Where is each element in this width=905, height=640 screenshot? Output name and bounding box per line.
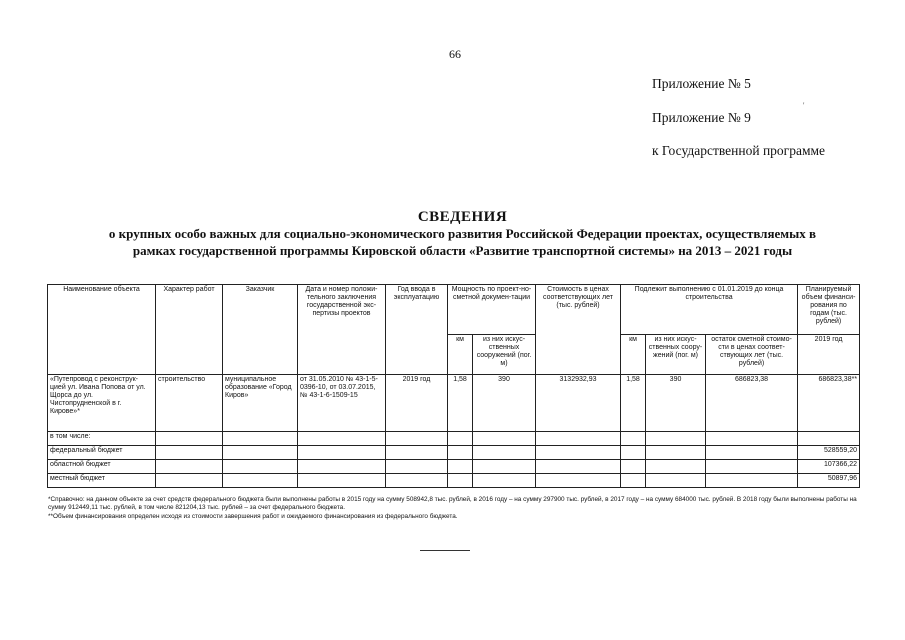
cell-work-type: строительство (156, 375, 223, 432)
scan-mark: ' (803, 101, 805, 110)
table-row (48, 446, 860, 460)
document-subtitle-line-1: о крупных особо важных для социально-экономического развития Российской Федерации проектах, осуществляемых в (108, 226, 817, 241)
document-heading: СВЕДЕНИЯ (417, 209, 508, 225)
cell-expertise: от 31.05.2010 № 43-1-5-0396-10, от 03.07.2015, № 43-1-6-1509-15 (298, 375, 386, 432)
header-estimated-balance: остаток сметной стоимо-сти в ценах соответ-ствующих лет (тыс. рублей) (706, 335, 798, 375)
cell-breakdown-value: 107366,22 (798, 460, 860, 474)
header-work-type: Характер работ (156, 285, 223, 375)
cell-breakdown-label: областной бюджет (48, 460, 156, 474)
cell-customer: муниципальное образование «Город Киров» (223, 375, 298, 432)
header-capacity: Мощность по проект-но-сметной докумен-тации (448, 285, 536, 335)
header-commissioning-year: Год ввода в эксплуатацию (386, 285, 448, 375)
header-name: Наименование объекта (48, 285, 156, 375)
cell-breakdown-label: местный бюджет (48, 474, 156, 488)
cell-name: «Путепровод с реконструк-цией ул. Ивана Попова от ул. Щорса до ул. Чистопрудненской в г. Кирове»* (48, 375, 156, 432)
table-row (48, 432, 860, 446)
separator-line (420, 550, 470, 551)
header-year-2019: 2019 год (798, 335, 860, 375)
cell-remaining-km: 1,58 (621, 375, 646, 432)
header-remaining-km: км (621, 335, 646, 375)
table-row (48, 460, 860, 474)
table-header-row (48, 285, 860, 335)
document-subtitle-line-2: рамках государственной программы Кировской области «Развитие транспортной системы» на 2013 – 2021 годы (132, 243, 793, 258)
appendix-line-1: Приложение № 5 (652, 76, 751, 91)
header-customer: Заказчик (223, 285, 298, 375)
page-number: 66 (449, 47, 461, 61)
table-row (48, 474, 860, 488)
table-row (48, 375, 860, 432)
cell-breakdown-value: 50897,96 (798, 474, 860, 488)
cell-remaining-balance: 686823,38 (706, 375, 798, 432)
cell-commissioning-year: 2019 год (386, 375, 448, 432)
cell-breakdown-label: в том числе: (48, 432, 156, 446)
footnotes (48, 496, 858, 521)
cell-breakdown-label: федеральный бюджет (48, 446, 156, 460)
footnote-2: **Объем финансирования определен исходя из стоимости завершения работ и ожидаемого финансирования из федерального бюджета. (48, 512, 458, 520)
cell-structures: 390 (473, 375, 536, 432)
cell-planned-2019: 686823,38** (798, 375, 860, 432)
appendix-line-3: к Государственной программе (652, 143, 826, 158)
cell-remaining-structures: 390 (646, 375, 706, 432)
header-structures: из них искус-ственных сооружений (пог. м) (473, 335, 536, 375)
header-expertise: Дата и номер положи-тельного заключения государственной экс-пертизы проектов (298, 285, 386, 375)
projects-table (47, 284, 860, 488)
header-planned: Планируемый объем финанси-рования по годам (тыс. рублей) (798, 285, 860, 335)
header-remaining: Подлежит выполнению с 01.01.2019 до конца строительства (621, 285, 798, 335)
header-remaining-structures: из них искус-ственных соору-жений (пог. м) (646, 335, 706, 375)
cell-cost: 3132932,93 (536, 375, 621, 432)
header-cost: Стоимость в ценах соответствующих лет (тыс. рублей) (536, 285, 621, 375)
cell-breakdown-value (798, 432, 860, 446)
cell-km: 1,58 (448, 375, 473, 432)
appendix-line-2: Приложение № 9 (652, 110, 751, 125)
cell-breakdown-value: 528559,20 (798, 446, 860, 460)
footnote-1: *Справочно: на данном объекте за счет средств федерального бюджета были выполнены работы в 2015 году на сумму 508942,8 тыс. рублей, в 2016 году – на сумму 297900 тыс. рублей, в 2017 году – на сумму 684000 тыс. рублей. В 2018 году были выполнены работы на сумму 912449,11 тыс. рублей, в том числе 821204,13 тыс. рублей – за счет федерального бюджета. (48, 496, 857, 512)
header-km: км (448, 335, 473, 375)
